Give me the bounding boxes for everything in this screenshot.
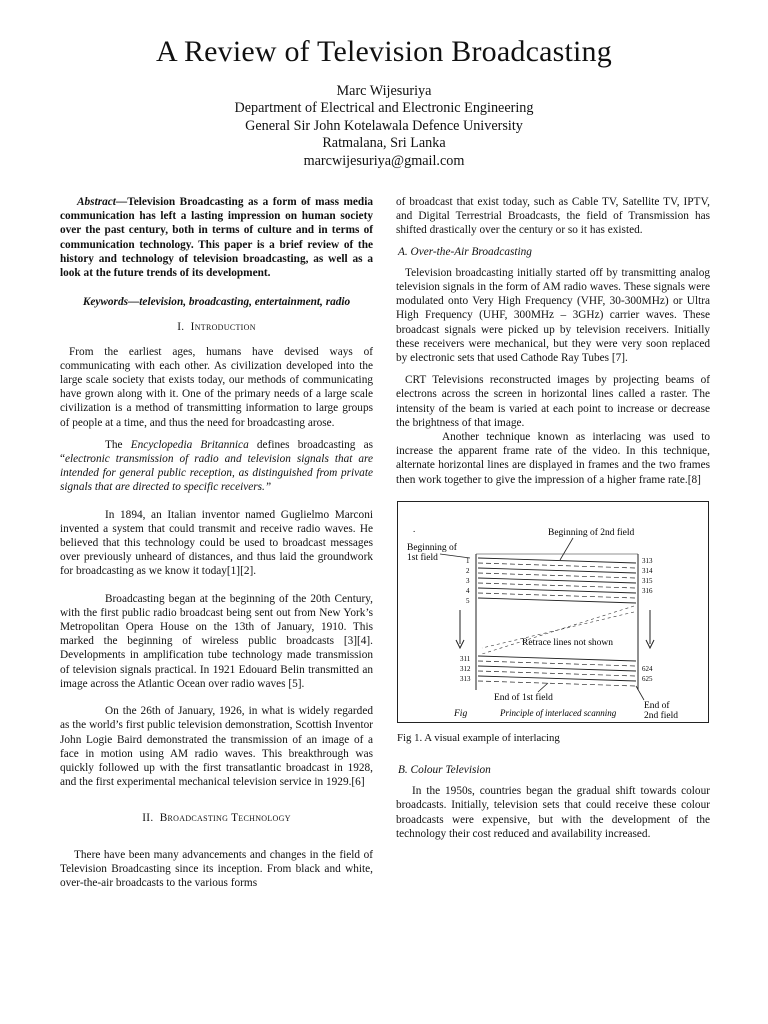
abstract — [60, 195, 373, 280]
author-university: General Sir John Kotelawala Defence University — [245, 117, 523, 134]
colour-paragraph-1: In the 1950s, countries began the gradual shift towards colour broadcasts. Initially, television sets that could receive these colour broadcasts were expensive, but with the development of the technology their cost reduced and availability increased. — [396, 785, 710, 840]
line-num: 1 — [466, 556, 470, 565]
interlacing-figure — [397, 501, 709, 723]
intro-p2-mid: defines broadcasting as “ — [60, 438, 374, 466]
intro-paragraph-4: Broadcasting began at the beginning of the 20th Century, with the first public radio broadcast being sent out from New York’s Metropolitan Opera House on the 13th of January, 1910. This marked the beginning of wireless public broadcasts [3][4]. Developments in amplification tube technology made transmission of television signals practical. In 1921 Edouard Belin transmitted an image across the Atlantic Ocean over radio waves [5]. — [60, 592, 373, 690]
label-beginning-second-field: Beginning of 2nd field — [548, 527, 635, 538]
label-end-first-field: End of 1st field — [494, 692, 553, 703]
scan-line — [478, 676, 636, 681]
arrow-end2 — [636, 686, 644, 700]
left-line-numbers — [466, 557, 470, 605]
section-number: I. — [177, 321, 185, 334]
label-retrace: Retrace lines not shown — [522, 637, 614, 648]
author-email[interactable]: marcwijesuriya@gmail.com — [303, 152, 465, 169]
line-num: 625 — [642, 674, 653, 683]
label-beginning-first-field-b: 1st field — [407, 552, 438, 563]
arrow-begin2 — [560, 538, 573, 560]
section-number: II. — [142, 812, 154, 825]
line-num: 314 — [642, 566, 653, 575]
keywords: Keywords—television, broadcasting, entertainment, radio — [82, 296, 351, 309]
section-title: Broadcasting Technology — [159, 812, 291, 825]
line-num: 4 — [466, 586, 470, 595]
intro-paragraph-3: In 1894, an Italian inventor named Guglielmo Marconi invented a system that could transmit and receive radio waves. He believed that this technology could be used to broadcast messages over previously unheard of distances, and thus laid the groundwork for broadcasting as we know it today[1][2]. — [60, 508, 373, 578]
label-end-second-field-a: End of — [644, 700, 670, 711]
line-num: 312 — [460, 664, 471, 673]
intro-paragraph-1: From the earliest ages, humans have devised ways of communicating with each other. As civilization developed into the large scale society that exists today, our methods of communicating have grown along with it. One of the primary needs of a large scale civilization is a method of transmitting information to large groups of people at a time, and thus the need for broadcasting arose. — [60, 345, 373, 429]
scan-line — [478, 593, 636, 598]
scan-line — [478, 598, 636, 603]
section-heading-broadcasting-technology — [60, 811, 373, 825]
figure-dot: . — [413, 523, 416, 534]
scan-line — [478, 563, 636, 568]
section-heading-introduction — [60, 320, 373, 334]
scan-line — [478, 656, 636, 661]
arrow-end1 — [538, 683, 548, 692]
figure-caption: Fig 1. A visual example of interlacing — [397, 731, 560, 744]
intro-paragraph-2 — [60, 438, 373, 495]
author-block — [0, 83, 768, 170]
interlacing-diagram — [398, 502, 710, 724]
line-num: 3 — [466, 576, 470, 585]
scan-line — [478, 573, 636, 578]
scan-lines-bottom — [478, 656, 636, 686]
britannica-quote: electronic transmission of radio and television signals that are intended for general public reception, as distinguished from private signals that are directed to specific receivers.” — [60, 453, 373, 494]
ota-paragraph-3: Another technique known as interlacing was used to increase the apparent frame rate of the video. In this technique, alternate horizontal lines are displayed in frames and the two frames then work together to give the impression of a higher frame rate.[8] — [396, 431, 710, 486]
right-line-numbers-bottom — [642, 665, 653, 683]
line-num: 2 — [466, 566, 470, 575]
left-column — [60, 195, 373, 890]
tech-paragraph-1-continued: of broadcast that exist today, such as Cable TV, Satellite TV, IPTV, and Digital Terrestrial Broadcasts, the field of Transmission has shifted drastically over the century or so it has existed. — [396, 196, 710, 237]
abstract-label: Abstract— — [77, 196, 128, 208]
ota-paragraph-2: CRT Televisions reconstructed images by projecting beams of electrons across the screen in horizontal lines called a raster. The intensity of the beam is varied at each point to increase or decrease the brightness of that image. — [396, 374, 710, 429]
author-name: Marc Wijesuriya — [336, 83, 432, 99]
scan-line — [478, 588, 636, 593]
scan-line — [478, 681, 636, 686]
ota-paragraph-1: Television broadcasting initially started off by transmitting analog television signals in the form of AM radio waves. These signals were modulated onto Very High Frequency (VHF, 30-300MHz) or Ultra High Frequency (UHF, 300MHz – 3GHz) carrier waves. These broadcast signals were picked up by television receivers. Initially these receivers were mechanical, but they were very soon replaced by electronic sets that used Cathode Ray Tubes [7]. — [396, 266, 710, 365]
scan-line — [478, 558, 636, 563]
intro-p2-start: The — [105, 438, 131, 451]
subsection-heading-over-the-air: A. Over-the-Air Broadcasting — [398, 245, 532, 258]
figure-inner-label: Fig — [454, 708, 468, 719]
line-num: 315 — [642, 576, 653, 585]
paper-title: A Review of Television Broadcasting — [156, 35, 612, 68]
line-num: 311 — [460, 654, 471, 663]
figure-inner-description: Principle of interlaced scanning — [500, 707, 617, 718]
line-num: 5 — [466, 596, 470, 605]
scan-lines-top — [478, 558, 636, 603]
scan-line — [478, 666, 636, 671]
author-location: Ratmalana, Sri Lanka — [322, 135, 446, 152]
encyclopedia-title: Encyclopedia Britannica — [130, 438, 249, 451]
abstract-text: Television Broadcasting as a form of mass media communication has left a lasting impression on human society over the past century, both in terms of culture and in terms of communication technology. This paper is a brief review of the history and technology of television broadcasting, as well as a look at the future trends of its development. — [60, 196, 373, 280]
right-column — [396, 195, 710, 841]
section-title: Introduction — [190, 321, 256, 334]
label-end-second-field-b: 2nd field — [644, 710, 679, 721]
line-num: 313 — [460, 674, 471, 683]
scan-line — [478, 671, 636, 676]
tech-paragraph-1: There have been many advancements and changes in the field of Television Broadcasting since its inception. From black and white, over-the-air broadcasts to the various forms — [60, 848, 373, 889]
scan-line — [478, 661, 636, 666]
line-num: 313 — [642, 556, 653, 565]
line-num: 316 — [642, 586, 653, 595]
intro-paragraph-5: On the 26th of January, 1926, in what is widely regarded as the world’s first public television demonstration, Scottish Inventor John Logie Baird demonstrated the transmission of an image of a face in motion using AM radio waves. This breakthrough was quickly followed up with the first transatlantic broadcast in 1928, and the first experimental mechanical television service in 1929.[6] — [60, 705, 373, 789]
scan-line — [478, 583, 636, 588]
scan-line — [478, 568, 636, 573]
right-line-numbers — [642, 557, 653, 595]
subsection-heading-colour-television: B. Colour Television — [398, 764, 491, 777]
scan-line — [478, 578, 636, 583]
label-beginning-first-field-a: Beginning of — [407, 542, 457, 553]
author-department: Department of Electrical and Electronic Engineering — [234, 100, 534, 117]
line-num: 624 — [642, 664, 653, 673]
left-line-numbers-bottom — [460, 655, 471, 683]
